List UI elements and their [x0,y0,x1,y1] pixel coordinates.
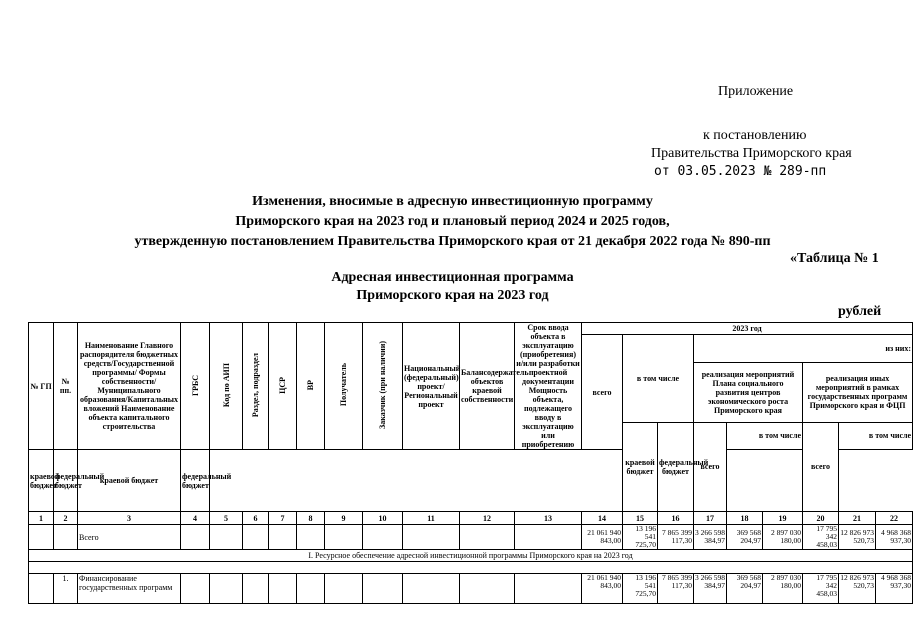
program-row [29,574,913,604]
table-cell [403,525,460,550]
table-cell [243,525,269,550]
table-cell [29,574,54,604]
col-num: 12 [460,512,515,525]
header-vsego-17: всего [694,422,727,512]
table-cell [181,525,210,550]
col-num: 5 [210,512,243,525]
row-value: 3 266 598 384,97 [694,574,727,604]
table-cell [460,574,515,604]
header-csr: ЦСР [269,323,297,450]
table-cell [297,574,325,604]
table-cell [460,525,515,550]
table-cell [269,525,297,550]
total-label: Всего [78,525,181,550]
col-num: 2 [54,512,78,525]
header-vr: ВР [297,323,325,450]
total-value: 2 897 030 180,00 [763,525,803,550]
total-value: 13 196 541 725,70 [623,525,658,550]
col-num: 19 [763,512,803,525]
document-title-line2: Приморского края на 2023 год и плановый период 2024 и 2025 годов, [235,214,670,229]
table-cell [29,525,54,550]
header-including-plan: в том числе [727,422,803,450]
header-recipient: Получатель [325,323,363,450]
row-value: 2 897 030 180,00 [763,574,803,604]
header-plan: реализация мероприятий Плана социального развития центров экономического роста Приморского края [694,362,803,422]
table-cell [403,574,460,604]
total-value: 3 266 598 384,97 [694,525,727,550]
header-total: всего [582,335,623,450]
table-cell [297,525,325,550]
col-num: 21 [839,512,876,525]
table-cell [515,574,582,604]
row-value: 17 795 342 458,03 [803,574,839,604]
row-value: 369 568 204,97 [727,574,763,604]
header-year: 2023 год [582,323,913,335]
col-num: 14 [582,512,623,525]
col-num: 7 [269,512,297,525]
col-num: 9 [325,512,363,525]
table-number: «Таблица № 1 [790,251,879,266]
table-cell [363,525,403,550]
section-row [29,550,913,562]
table-cell [363,574,403,604]
row-value: 12 826 973 520,73 [839,574,876,604]
column-numbers-row [29,512,913,525]
row-value: 13 196 541 725,70 [623,574,658,604]
document-title-line1: Изменения, вносимые в адресную инвестиционную программу [252,194,653,209]
header-name: Наименование Главного распорядителя бюджетных средств/Государственной программы/ Формы собственности/Муниципального образования/Капитальных вложений Наименование объекта капитального строительства [78,323,181,450]
header-other: реализация иных мероприятий в рамках государственных программ Приморского края и ФЦП [803,362,913,422]
table-cell [325,574,363,604]
col-num: 3 [78,512,181,525]
header-national-project: Национальный (федеральный) проект/ Региональный проект [403,323,460,450]
total-value: 7 865 399 117,30 [658,525,694,550]
total-value: 12 826 973 520,73 [839,525,876,550]
header-term: Срок ввода объекта в эксплуатацию (приобретения) и/или разработки проектной документации Мощность объекта, подлежащего вводу в эксплуатацию или приобретению [516,323,580,449]
header-federal-22: федеральный бюджет [181,450,210,512]
header-aip: Код по АИП [210,323,243,450]
table-cell [210,525,243,550]
table-cell [325,525,363,550]
row-value: 21 061 940 843,00 [582,574,623,604]
col-num: 4 [181,512,210,525]
header-of-them: из них: [694,335,913,363]
header-grbs: ГРБС [181,323,210,450]
decree-date-number: от 03.05.2023 № 289-пп [654,164,827,179]
to-decree-label: к постановлению [703,128,807,143]
header-section: Раздел, подраздел [243,323,269,450]
col-num: 6 [243,512,269,525]
table-cell [515,525,582,550]
appendix-label: Приложение [718,84,794,99]
row-value: 7 865 399 117,30 [658,574,694,604]
col-num: 17 [694,512,727,525]
col-num: 11 [403,512,460,525]
total-value: 4 968 368 937,30 [876,525,913,550]
col-num: 18 [727,512,763,525]
total-value: 369 568 204,97 [727,525,763,550]
col-num: 15 [623,512,658,525]
col-num: 13 [515,512,582,525]
col-num: 22 [876,512,913,525]
header-pp: № пп. [54,323,78,450]
header-federal-19: федеральный бюджет [54,450,78,512]
header-including: в том числе [623,335,694,423]
row-number: 1. [54,574,78,604]
header-balance-holder: Балансодержатель объектов краевой собственности [460,323,515,450]
header-kraevoy-18: краевой бюджет [29,450,54,512]
table-cell [54,525,78,550]
document-title-line3: утвержденную постановлением Правительства Приморского края от 21 декабря 2022 года № 890-пп [134,234,771,249]
table-cell [29,562,913,574]
header-kraevoy-21: краевой бюджет [78,450,181,512]
header-federal-16: федеральный бюджет [658,422,694,512]
col-num: 1 [29,512,54,525]
table-cell [269,574,297,604]
header-including-other: в том числе [839,422,913,450]
section-title: I. Ресурсное обеспечение адресной инвестиционной программы Приморского края на 2023 год [29,550,913,562]
table-cell [181,574,210,604]
total-value: 21 061 940 843,00 [582,525,623,550]
header-gp: № ГП [29,323,54,450]
table-cell [243,574,269,604]
program-title-line1: Адресная инвестиционная программа [331,270,574,285]
investment-program-table [28,322,913,604]
col-num: 10 [363,512,403,525]
government-label: Правительства Приморского края [651,146,852,161]
program-title-line2: Приморского края на 2023 год [356,288,549,303]
header-vsego-20: всего [803,422,839,512]
table-cell [210,574,243,604]
col-num: 8 [297,512,325,525]
units-label: рублей [838,304,882,319]
col-num: 16 [658,512,694,525]
row-value: 4 968 368 937,30 [876,574,913,604]
header-kraevoy-15: краевой бюджет [623,422,658,512]
col-num: 20 [803,512,839,525]
spacer-row [29,562,913,574]
header-customer: Заказчик (при наличии) [363,323,403,450]
total-value: 17 795 342 458,03 [803,525,839,550]
row-label: Финансирование государственных программ [78,574,181,604]
total-row [29,525,913,550]
